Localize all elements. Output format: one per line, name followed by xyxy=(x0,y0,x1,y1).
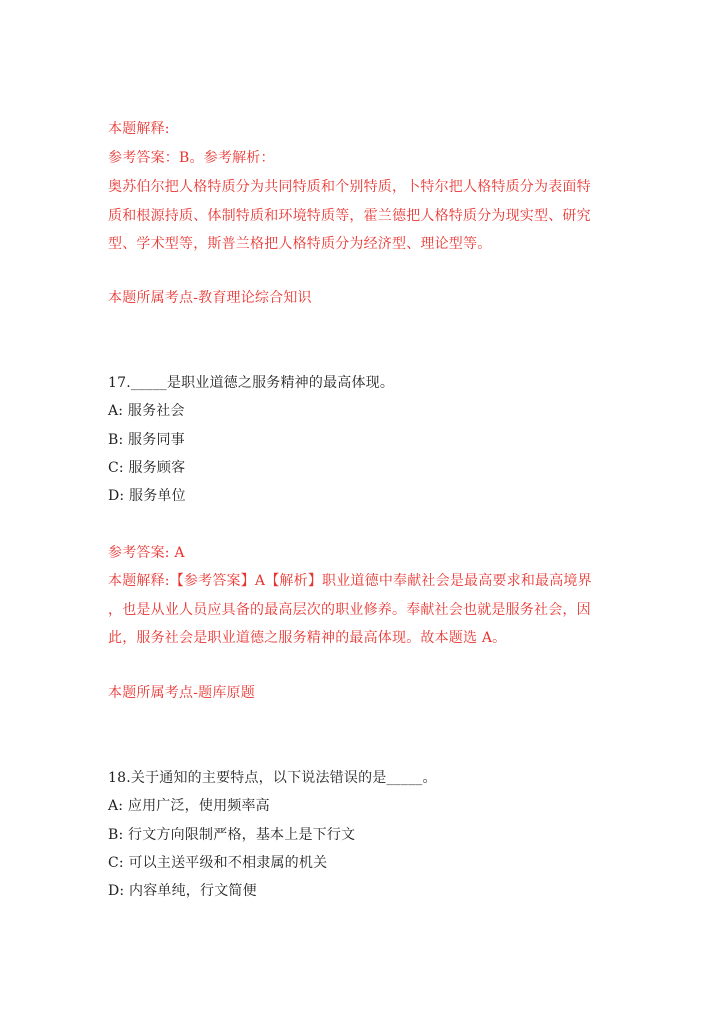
question-17-topic: 本题所属考点-题库原题 xyxy=(108,685,255,701)
question-18-option-a: A: 应用广泛，使用频率高 xyxy=(108,798,270,814)
explanation-line-2: 质和根源持质、体制特质和环境特质等，霍兰德把人格特质分为现实型、研究 xyxy=(108,208,591,224)
answer-line: 参考答案：B。参考解析： xyxy=(108,150,275,166)
question-17-explanation-line-1: 本题解释:【参考答案】A【解析】职业道德中奉献社会是最高要求和最高境界 xyxy=(108,573,592,589)
question-18-stem: 18.关于通知的主要特点，以下说法错误的是_____。 xyxy=(108,770,437,786)
question-17-option-d: D: 服务单位 xyxy=(108,488,186,504)
question-18-option-d: D: 内容单纯，行文简便 xyxy=(108,883,257,899)
question-17-answer: 参考答案: A xyxy=(108,545,185,561)
explanation-label: 本题解释: xyxy=(108,121,170,137)
explanation-line-1: 奥苏伯尔把人格特质分为共同特质和个别特质，卜特尔把人格特质分为表面特 xyxy=(108,179,591,195)
question-17-option-b: B: 服务同事 xyxy=(108,432,185,448)
question-17-stem: 17._____是职业道德之服务精神的最高体现。 xyxy=(108,375,395,391)
question-17-option-c: C: 服务顾客 xyxy=(108,460,186,476)
question-17-explanation-line-2: ，也是从业人员应具备的最高层次的职业修养。奉献社会也就是服务社会，因 xyxy=(108,602,591,618)
question-17-option-a: A: 服务社会 xyxy=(108,403,185,419)
question-17-explanation-line-3: 此，服务社会是职业道德之服务精神的最高体现。故本题选 A。 xyxy=(108,630,507,646)
question-18-option-c: C: 可以主送平级和不相隶属的机关 xyxy=(108,855,328,871)
question-18-option-b: B: 行文方向限制严格，基本上是下行文 xyxy=(108,827,356,843)
topic-line: 本题所属考点-教育理论综合知识 xyxy=(108,290,312,306)
explanation-line-3: 型、学术型等，斯普兰格把人格特质分为经济型、理论型等。 xyxy=(108,236,492,252)
